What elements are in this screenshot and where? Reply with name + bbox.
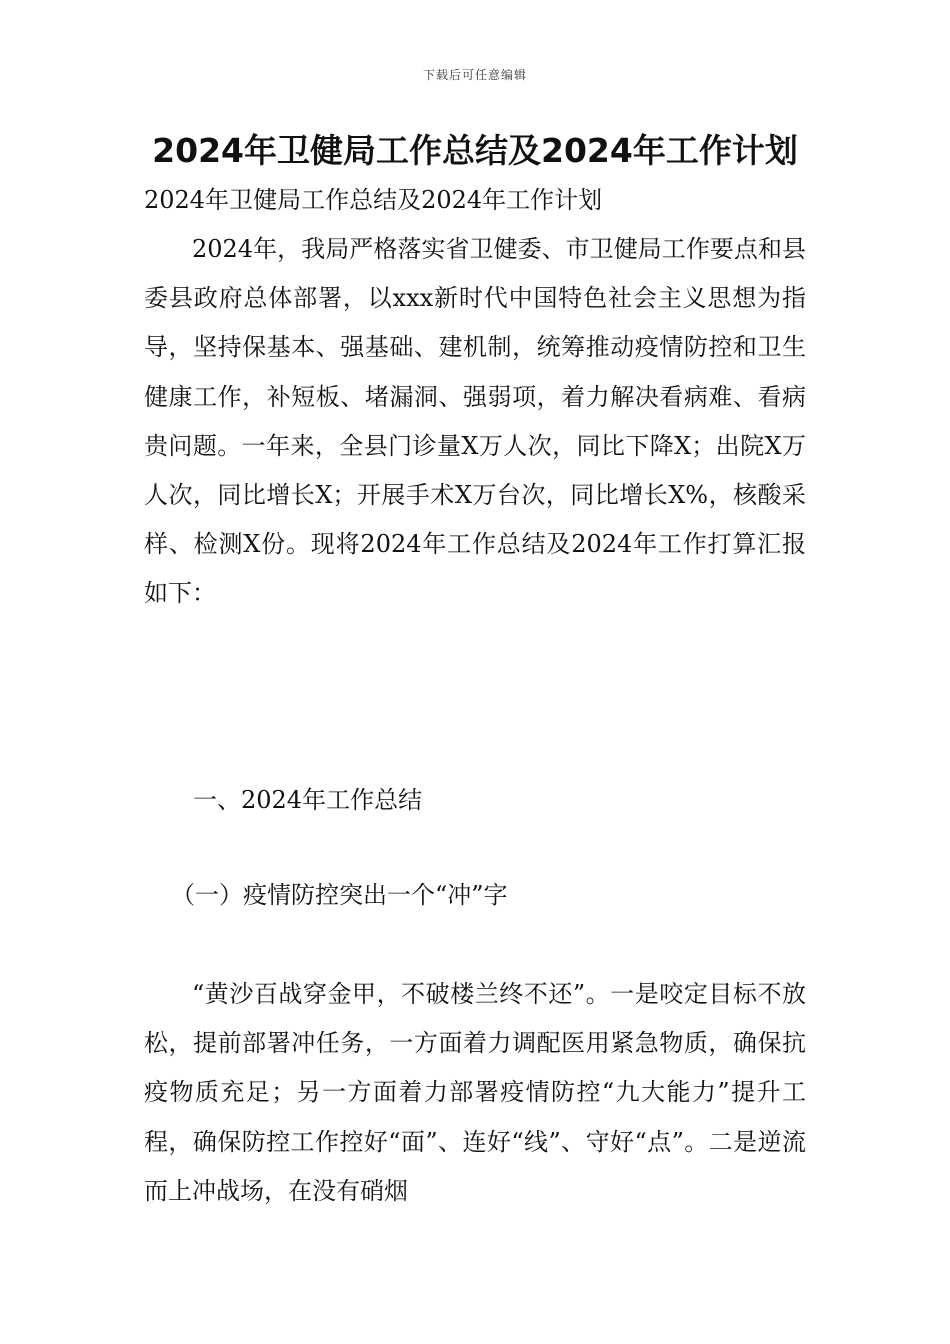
header-note: 下载后可任意编辑	[422, 68, 527, 82]
subsection-heading-epidemic-control: （一）疫情防控突出一个“冲”字	[171, 881, 508, 909]
section-heading-work-summary: 一、2024年工作总结	[193, 786, 423, 814]
intro-paragraph: 2024年，我局严格落实省卫健委、市卫健局工作要点和县委县政府总体部署，以xxx新时代中国特色社会主义思想为指导，坚持保基本、强基础、建机制，统筹推动疫情防控和卫生健康工作，补短板、堵漏洞、强弱项，着力解决看病难、看病贵问题。一年来，全县门诊量X万人次，同比下降X；出院X万人次，同比增长X；开展手术X万台次，同比增长X%，核酸采样、检测X份。现将2024年工作总结及2024年工作打算汇报如下：	[144, 235, 806, 608]
document-title: 2024年卫健局工作总结及2024年工作计划	[152, 131, 798, 170]
document-subtitle: 2024年卫健局工作总结及2024年工作计划	[144, 186, 603, 214]
epidemic-control-paragraph: “黄沙百战穿金甲，不破楼兰终不还”。一是咬定目标不放松，提前部署冲任务，一方面着力调配医用紧急物质，确保抗疫物质充足；另一方面着力部署疫情防控“九大能力”提升工程，确保防控工作控好“面”、连好“线”、守好“点”。二是逆流而上冲战场，在没有硝烟	[144, 980, 806, 1205]
